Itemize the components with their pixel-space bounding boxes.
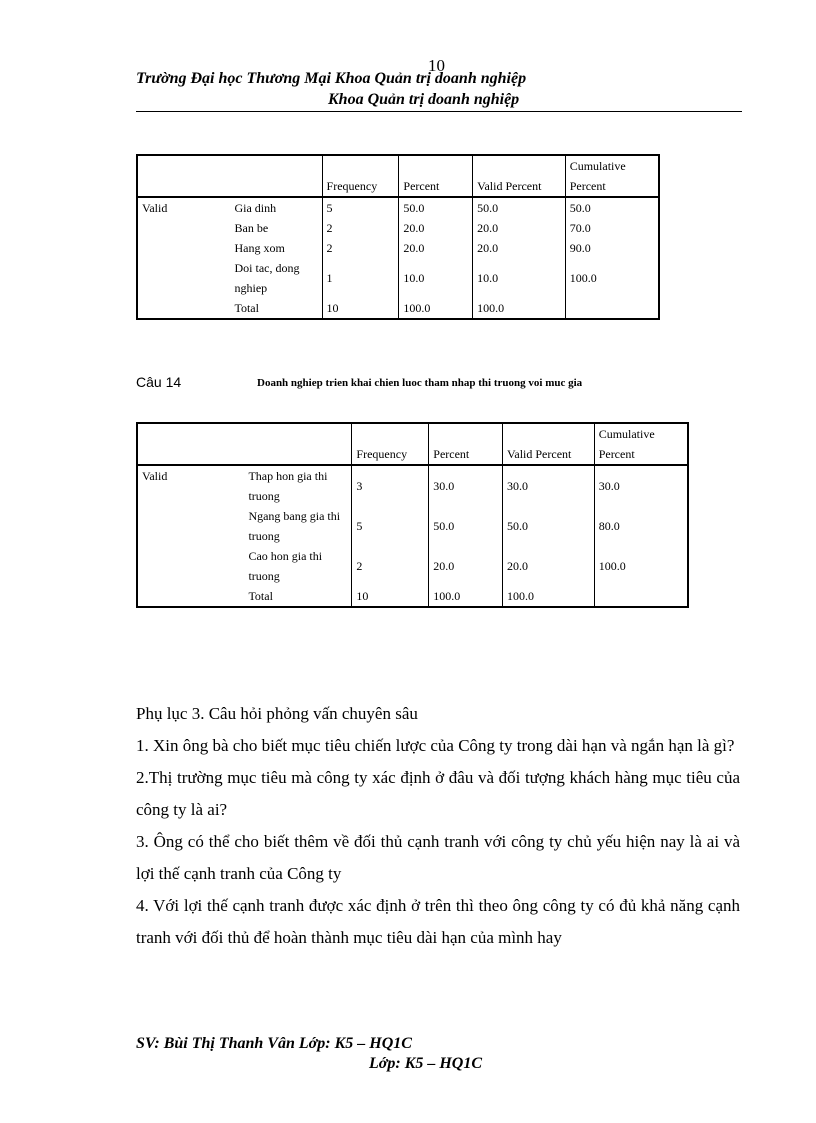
row-label: Hang xom [234, 241, 285, 255]
cell-percent: 30.0 [429, 465, 503, 506]
cell-percent: 50.0 [429, 506, 503, 546]
cell-cumulative: 100.0 [594, 546, 688, 586]
cell-cumulative: 50.0 [565, 197, 659, 218]
row-label: Doi tac, dong nghiep [234, 261, 300, 295]
cell-cumulative: 30.0 [594, 465, 688, 506]
interview-question-1: 1. Xin ông bà cho biết mục tiêu chiến lược của Công ty trong dài hạn và ngắn hạn là gì? [136, 736, 735, 755]
footer-class: Lớp: K5 – HQ1C [369, 1055, 483, 1072]
table-header-blank [137, 423, 352, 465]
row-label: Total [234, 301, 259, 315]
cell-valid-percent: 10.0 [473, 258, 566, 298]
table-row [137, 197, 659, 218]
col-header-valid-percent: Valid Percent [473, 155, 566, 197]
cell-frequency: 1 [322, 258, 399, 298]
col-header-cumulative [594, 423, 688, 465]
cell-valid-percent: 100.0 [503, 586, 595, 607]
cell-frequency: 10 [352, 586, 429, 607]
header-faculty: Khoa Quản trị doanh nghiệp [328, 91, 520, 108]
cell-cumulative [594, 586, 688, 607]
valid-label: Valid [142, 201, 168, 215]
cell-frequency: 5 [322, 197, 399, 218]
cell-valid-percent: 100.0 [473, 298, 566, 319]
cell-valid-percent: 20.0 [473, 218, 566, 238]
row-label: Ngang bang gia thi truong [248, 509, 341, 543]
header-university: Trường Đại học Thương Mại Khoa Quản trị doanh nghiệp [136, 70, 527, 87]
cell-frequency: 5 [352, 506, 429, 546]
col-header-cumulative-line1: Cumulative [569, 159, 626, 173]
row-label: Total [248, 589, 273, 603]
cell-percent: 20.0 [399, 238, 473, 258]
cell-frequency: 2 [352, 546, 429, 586]
cell-valid-percent: 20.0 [473, 238, 566, 258]
table-header-blank [137, 155, 322, 197]
col-header-percent: Percent [429, 423, 503, 465]
interview-question-2: 2.Thị trường mục tiêu mà công ty xác định ở đâu và đối tượng khách hàng mục tiêu của công ty là ai? [136, 768, 740, 819]
footer-student: SV: Bùi Thị Thanh Vân Lớp: K5 – HQ1C [136, 1035, 412, 1052]
table-row [137, 465, 688, 506]
cell-frequency: 10 [322, 298, 399, 319]
cell-valid-percent: 50.0 [473, 197, 566, 218]
cell-percent: 20.0 [429, 546, 503, 586]
col-header-valid-percent: Valid Percent [503, 423, 595, 465]
question-14-label: Câu 14 [136, 374, 182, 390]
col-header-cumulative-line2: Percent [569, 179, 606, 193]
header-divider [136, 111, 742, 112]
cell-frequency: 2 [322, 218, 399, 238]
cell-percent: 100.0 [399, 298, 473, 319]
cell-cumulative: 100.0 [565, 258, 659, 298]
cell-cumulative: 80.0 [594, 506, 688, 546]
cell-valid-percent: 50.0 [503, 506, 595, 546]
cell-percent: 10.0 [399, 258, 473, 298]
cell-valid-percent: 20.0 [503, 546, 595, 586]
table-header-row [137, 155, 659, 197]
col-header-cumulative [565, 155, 659, 197]
interview-question-3: 3. Ông có thể cho biết thêm về đối thủ cạnh tranh với công ty chủ yếu hiện nay là ai và lợi thế cạnh tranh của Công ty [136, 832, 740, 883]
cell-cumulative: 70.0 [565, 218, 659, 238]
col-header-percent: Percent [399, 155, 473, 197]
col-header-frequency: Frequency [322, 155, 399, 197]
page-number: 10 [428, 56, 445, 75]
appendix-title: Phụ lục 3. Câu hỏi phỏng vấn chuyên sâu [136, 704, 418, 723]
frequency-table-2 [136, 422, 689, 608]
cell-percent: 20.0 [399, 218, 473, 238]
cell-percent: 50.0 [399, 197, 473, 218]
cell-cumulative [565, 298, 659, 319]
appendix-section [136, 698, 740, 954]
row-label: Gia dinh [234, 201, 277, 215]
col-header-frequency: Frequency [352, 423, 429, 465]
cell-frequency: 2 [322, 238, 399, 258]
row-label: Cao hon gia thi truong [248, 549, 323, 583]
cell-valid-percent: 30.0 [503, 465, 595, 506]
table-header-row [137, 423, 688, 465]
cell-frequency: 3 [352, 465, 429, 506]
cell-percent: 100.0 [429, 586, 503, 607]
row-label: Thap hon gia thi truong [248, 469, 328, 503]
col-header-cumulative-line2: Percent [598, 447, 635, 461]
row-label: Ban be [234, 221, 269, 235]
cell-cumulative: 90.0 [565, 238, 659, 258]
question-14-title: Doanh nghiep trien khai chien luoc tham nhap thi truong voi muc gia [257, 377, 583, 389]
valid-label: Valid [142, 469, 168, 483]
col-header-cumulative-line1: Cumulative [598, 427, 655, 441]
frequency-table-1 [136, 154, 660, 320]
interview-question-4: 4. Với lợi thế cạnh tranh được xác định ở trên thì theo ông công ty có đủ khả năng cạnh tranh với đối thủ để hoàn thành mục tiêu dài hạn của mình hay [136, 896, 740, 947]
